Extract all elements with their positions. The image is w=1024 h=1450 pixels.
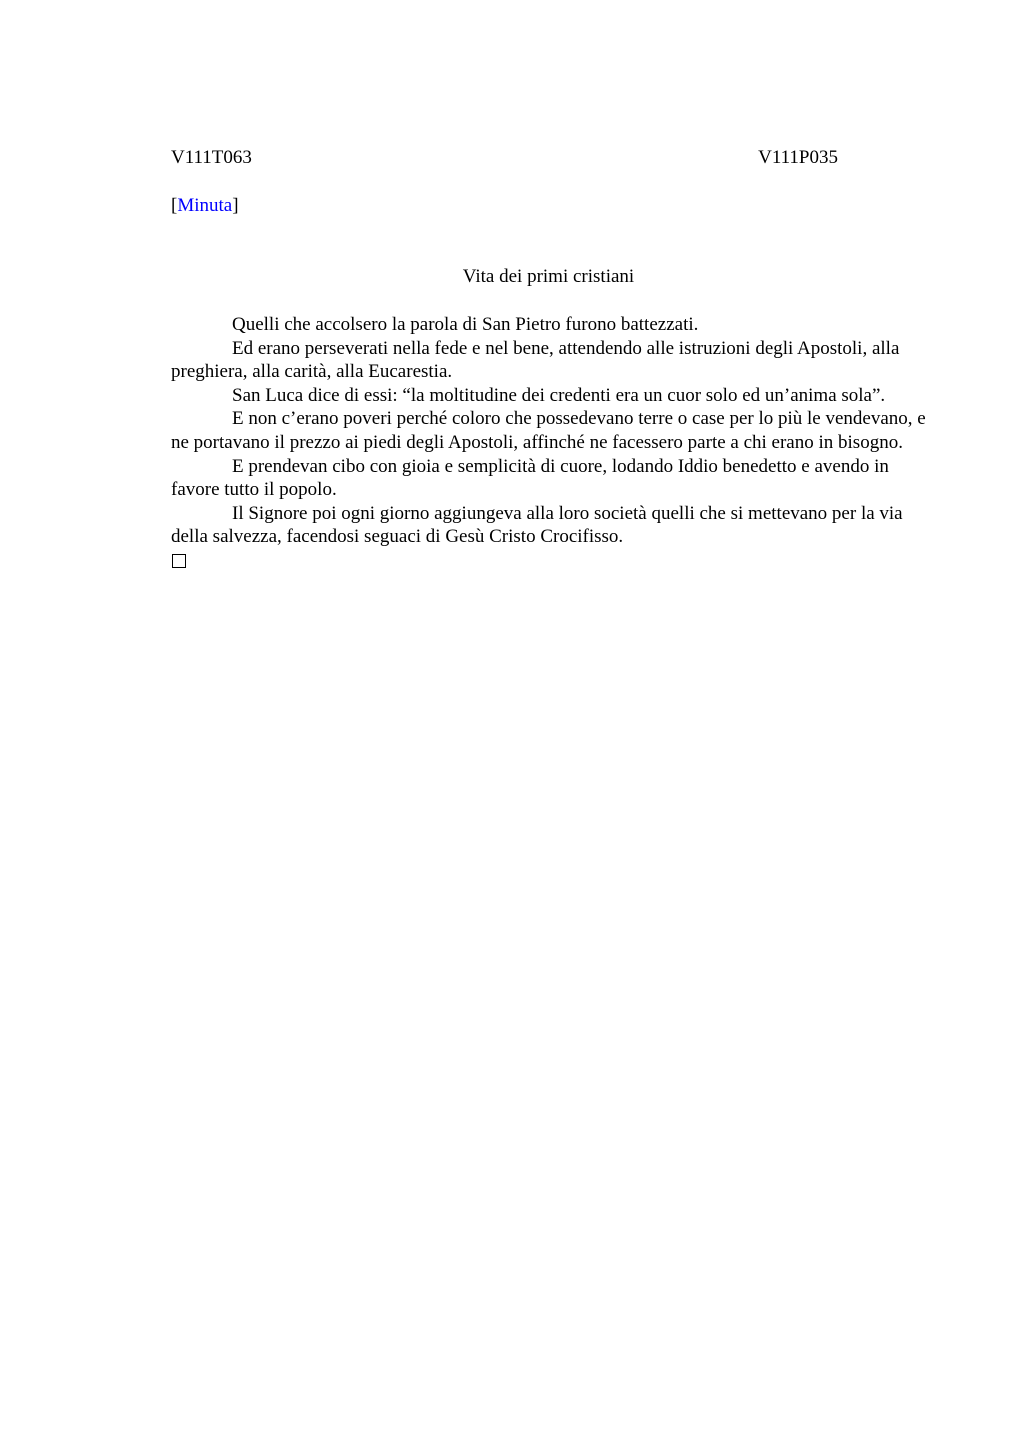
close-bracket: ] [232,195,239,216]
paragraph: E prendevan cibo con gioia e semplicità di cuore, lodando Iddio benedetto e avendo in favore tutto il popolo. [171,455,889,501]
paragraph: E non c’erano poveri perché coloro che possedevano terre o case per lo più le vendevano, e ne portavano il prezzo ai piedi degli Apostoli, affinché ne facessero parte a chi erano in bisogno. [171,408,926,453]
empty-square-icon [172,554,186,568]
document-title: Vita dei primi cristiani [462,266,635,287]
document-code-left: V111T063 [171,147,252,168]
paragraph: Il Signore poi ogni giorno aggiungeva alla loro società quelli che si mettevano per la via della salvezza, facendosi seguaci di Gesù Cristo Crocifisso. [171,502,903,548]
paragraph: San Luca dice di essi: “la moltitudine dei credenti era un cuor solo ed un’anima sola”. [232,384,886,406]
paragraph: Ed erano perseverati nella fede e nel bene, attendendo alle istruzioni degli Apostoli, alla preghiera, alla carità, alla Eucarestia. [171,337,900,383]
document-body [171,313,929,568]
document-header [171,146,838,170]
paragraph: Quelli che accolsero la parola di San Pietro furono battezzati. [232,314,699,335]
minuta-link[interactable]: Minuta [177,195,233,216]
minuta-reference [171,194,239,218]
open-bracket: [ [171,195,178,216]
document-code-right: V111P035 [758,147,838,168]
